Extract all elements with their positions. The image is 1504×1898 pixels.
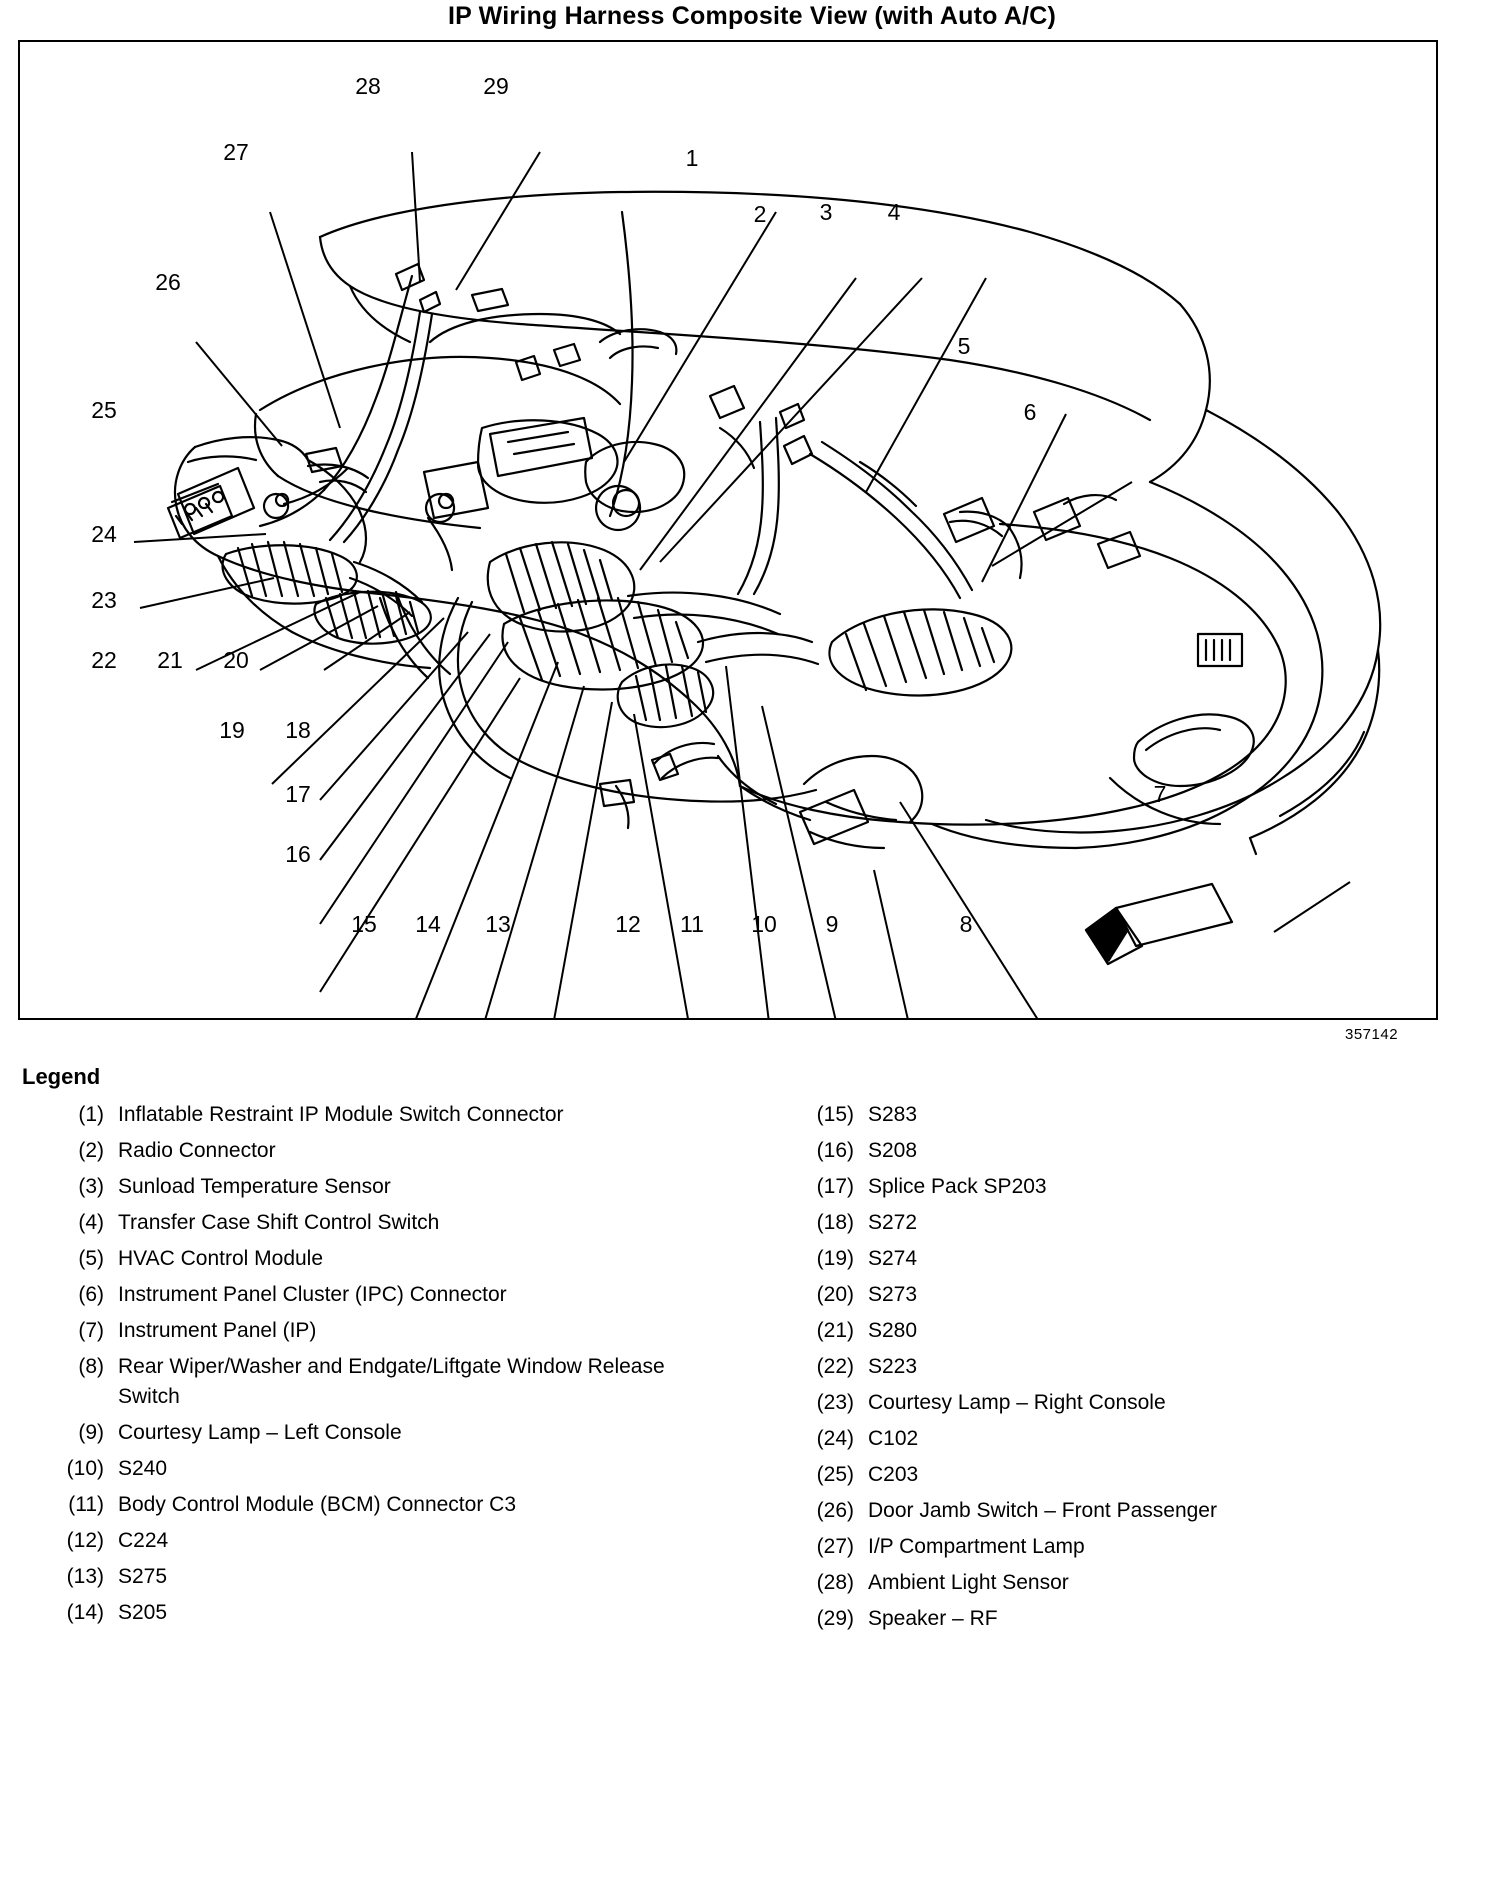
legend-label: S208 — [868, 1139, 918, 1162]
legend-label: Speaker – RF — [868, 1607, 998, 1630]
legend-label: Inflatable Restraint IP Module Switch Connector — [118, 1103, 564, 1126]
legend-number: (8) — [78, 1355, 104, 1378]
legend-number: (1) — [78, 1103, 104, 1126]
callout-12: 12 — [615, 911, 641, 937]
legend-item — [810, 1352, 1450, 1382]
legend-item — [810, 1388, 1450, 1418]
legend-label: C224 — [118, 1529, 169, 1552]
callout-19: 19 — [219, 717, 245, 743]
legend-item — [810, 1244, 1450, 1274]
callout-27: 27 — [223, 139, 249, 165]
legend-label: S205 — [118, 1601, 168, 1624]
legend-label: Body Control Module (BCM) Connector C3 — [118, 1493, 516, 1516]
legend-label: Courtesy Lamp – Right Console — [868, 1391, 1166, 1414]
legend-number: (27) — [816, 1535, 854, 1558]
callout-22: 22 — [91, 647, 117, 673]
legend-label: C102 — [868, 1427, 919, 1450]
callout-25: 25 — [91, 397, 117, 423]
callout-11: 11 — [680, 911, 704, 937]
callout-9: 9 — [825, 911, 839, 937]
legend-label: Radio Connector — [118, 1139, 276, 1162]
legend-heading: Legend — [22, 1064, 101, 1089]
legend-item — [60, 1136, 700, 1166]
legend-item — [60, 1562, 700, 1592]
legend-left-column — [60, 1100, 700, 1634]
legend-number: (28) — [816, 1571, 854, 1594]
legend-number: (3) — [78, 1175, 104, 1198]
legend-item — [60, 1526, 700, 1556]
legend-item — [60, 1280, 700, 1310]
legend-right-column — [810, 1100, 1450, 1640]
callout-23: 23 — [91, 587, 117, 613]
legend-number: (16) — [816, 1139, 854, 1162]
legend-item — [810, 1532, 1450, 1562]
legend-label: S275 — [118, 1565, 168, 1588]
legend-label: C203 — [868, 1463, 919, 1486]
legend-label: Courtesy Lamp – Left Console — [118, 1421, 402, 1444]
figure-frame — [18, 40, 1438, 1020]
legend-number: (14) — [66, 1601, 104, 1624]
legend-number: (23) — [816, 1391, 854, 1414]
wiring-harness-diagram — [20, 42, 1436, 1018]
callout-1: 1 — [685, 145, 699, 171]
legend-number: (2) — [78, 1139, 104, 1162]
legend-label: S273 — [868, 1283, 918, 1306]
callout-3: 3 — [819, 199, 833, 225]
legend-number: (6) — [78, 1283, 104, 1306]
callout-13: 13 — [485, 911, 511, 937]
legend-number: (15) — [816, 1103, 854, 1126]
callout-18: 18 — [285, 717, 311, 743]
callout-8: 8 — [959, 911, 973, 937]
legend-number: (18) — [816, 1211, 854, 1234]
legend-number: (22) — [816, 1355, 854, 1378]
callout-6: 6 — [1023, 399, 1037, 425]
callout-16: 16 — [285, 841, 311, 867]
legend-label: S283 — [868, 1103, 918, 1126]
legend-label: Ambient Light Sensor — [868, 1571, 1069, 1594]
legend-number: (9) — [78, 1421, 104, 1444]
legend-number: (5) — [78, 1247, 104, 1270]
legend-item — [810, 1280, 1450, 1310]
callout-26: 26 — [155, 269, 181, 295]
callout-17: 17 — [285, 781, 311, 807]
legend-item — [810, 1604, 1450, 1634]
legend-number: (10) — [66, 1457, 104, 1480]
page-title: IP Wiring Harness Composite View (with Auto A/C) — [447, 2, 1057, 30]
legend-label: HVAC Control Module — [118, 1247, 324, 1270]
callout-29: 29 — [483, 73, 509, 99]
legend-item — [810, 1208, 1450, 1238]
legend-label: Splice Pack SP203 — [868, 1175, 1047, 1198]
legend-item — [810, 1460, 1450, 1490]
legend-item — [810, 1568, 1450, 1598]
legend-item — [60, 1598, 700, 1628]
legend-number: (25) — [816, 1463, 854, 1486]
legend-label: Transfer Case Shift Control Switch — [118, 1211, 440, 1234]
legend-item — [60, 1244, 700, 1274]
legend-number: (20) — [816, 1283, 854, 1306]
legend-label: Instrument Panel (IP) — [118, 1319, 317, 1342]
legend-item — [60, 1172, 700, 1202]
legend-item — [60, 1100, 700, 1130]
legend-item — [810, 1172, 1450, 1202]
legend-item — [60, 1208, 700, 1238]
legend-label: Instrument Panel Cluster (IPC) Connector — [118, 1283, 507, 1306]
legend-number: (29) — [816, 1607, 854, 1630]
legend-number: (13) — [66, 1565, 104, 1588]
legend-item — [60, 1490, 700, 1520]
legend-item — [60, 1316, 700, 1346]
legend-item — [810, 1136, 1450, 1166]
legend-label: Rear Wiper/Washer and Endgate/Liftgate Window Release Switch — [118, 1355, 665, 1408]
callout-7: 7 — [1153, 781, 1167, 807]
legend-item — [810, 1100, 1450, 1130]
legend-label: S223 — [868, 1355, 918, 1378]
callout-28: 28 — [355, 73, 381, 99]
legend-number: (4) — [78, 1211, 104, 1234]
legend-item — [810, 1316, 1450, 1346]
callout-4: 4 — [887, 199, 901, 225]
legend-number: (11) — [68, 1493, 104, 1516]
legend-label: S274 — [868, 1247, 918, 1270]
legend-number: (24) — [816, 1427, 854, 1450]
legend-label: Sunload Temperature Sensor — [118, 1175, 391, 1198]
callout-2: 2 — [753, 201, 767, 227]
figure-number: 357142 — [1345, 1026, 1399, 1043]
legend-number: (19) — [816, 1247, 854, 1270]
callout-14: 14 — [415, 911, 441, 937]
legend-item — [810, 1496, 1450, 1526]
legend-item — [60, 1352, 700, 1412]
legend-label: S240 — [118, 1457, 168, 1480]
legend-item — [810, 1424, 1450, 1454]
callout-24: 24 — [91, 521, 117, 547]
callout-21: 21 — [157, 647, 183, 673]
callout-5: 5 — [957, 333, 971, 359]
callout-20: 20 — [223, 647, 249, 673]
legend-number: (17) — [816, 1175, 854, 1198]
callout-10: 10 — [751, 911, 777, 937]
legend-number: (26) — [816, 1499, 854, 1522]
legend-label: S272 — [868, 1211, 918, 1234]
callout-15: 15 — [351, 911, 377, 937]
legend-number: (21) — [816, 1319, 854, 1342]
legend-number: (12) — [66, 1529, 104, 1552]
legend-item — [60, 1454, 700, 1484]
legend-label: Door Jamb Switch – Front Passenger — [868, 1499, 1217, 1522]
legend-number: (7) — [78, 1319, 104, 1342]
legend-label: I/P Compartment Lamp — [868, 1535, 1085, 1558]
legend-label: S280 — [868, 1319, 918, 1342]
legend-item — [60, 1418, 700, 1448]
